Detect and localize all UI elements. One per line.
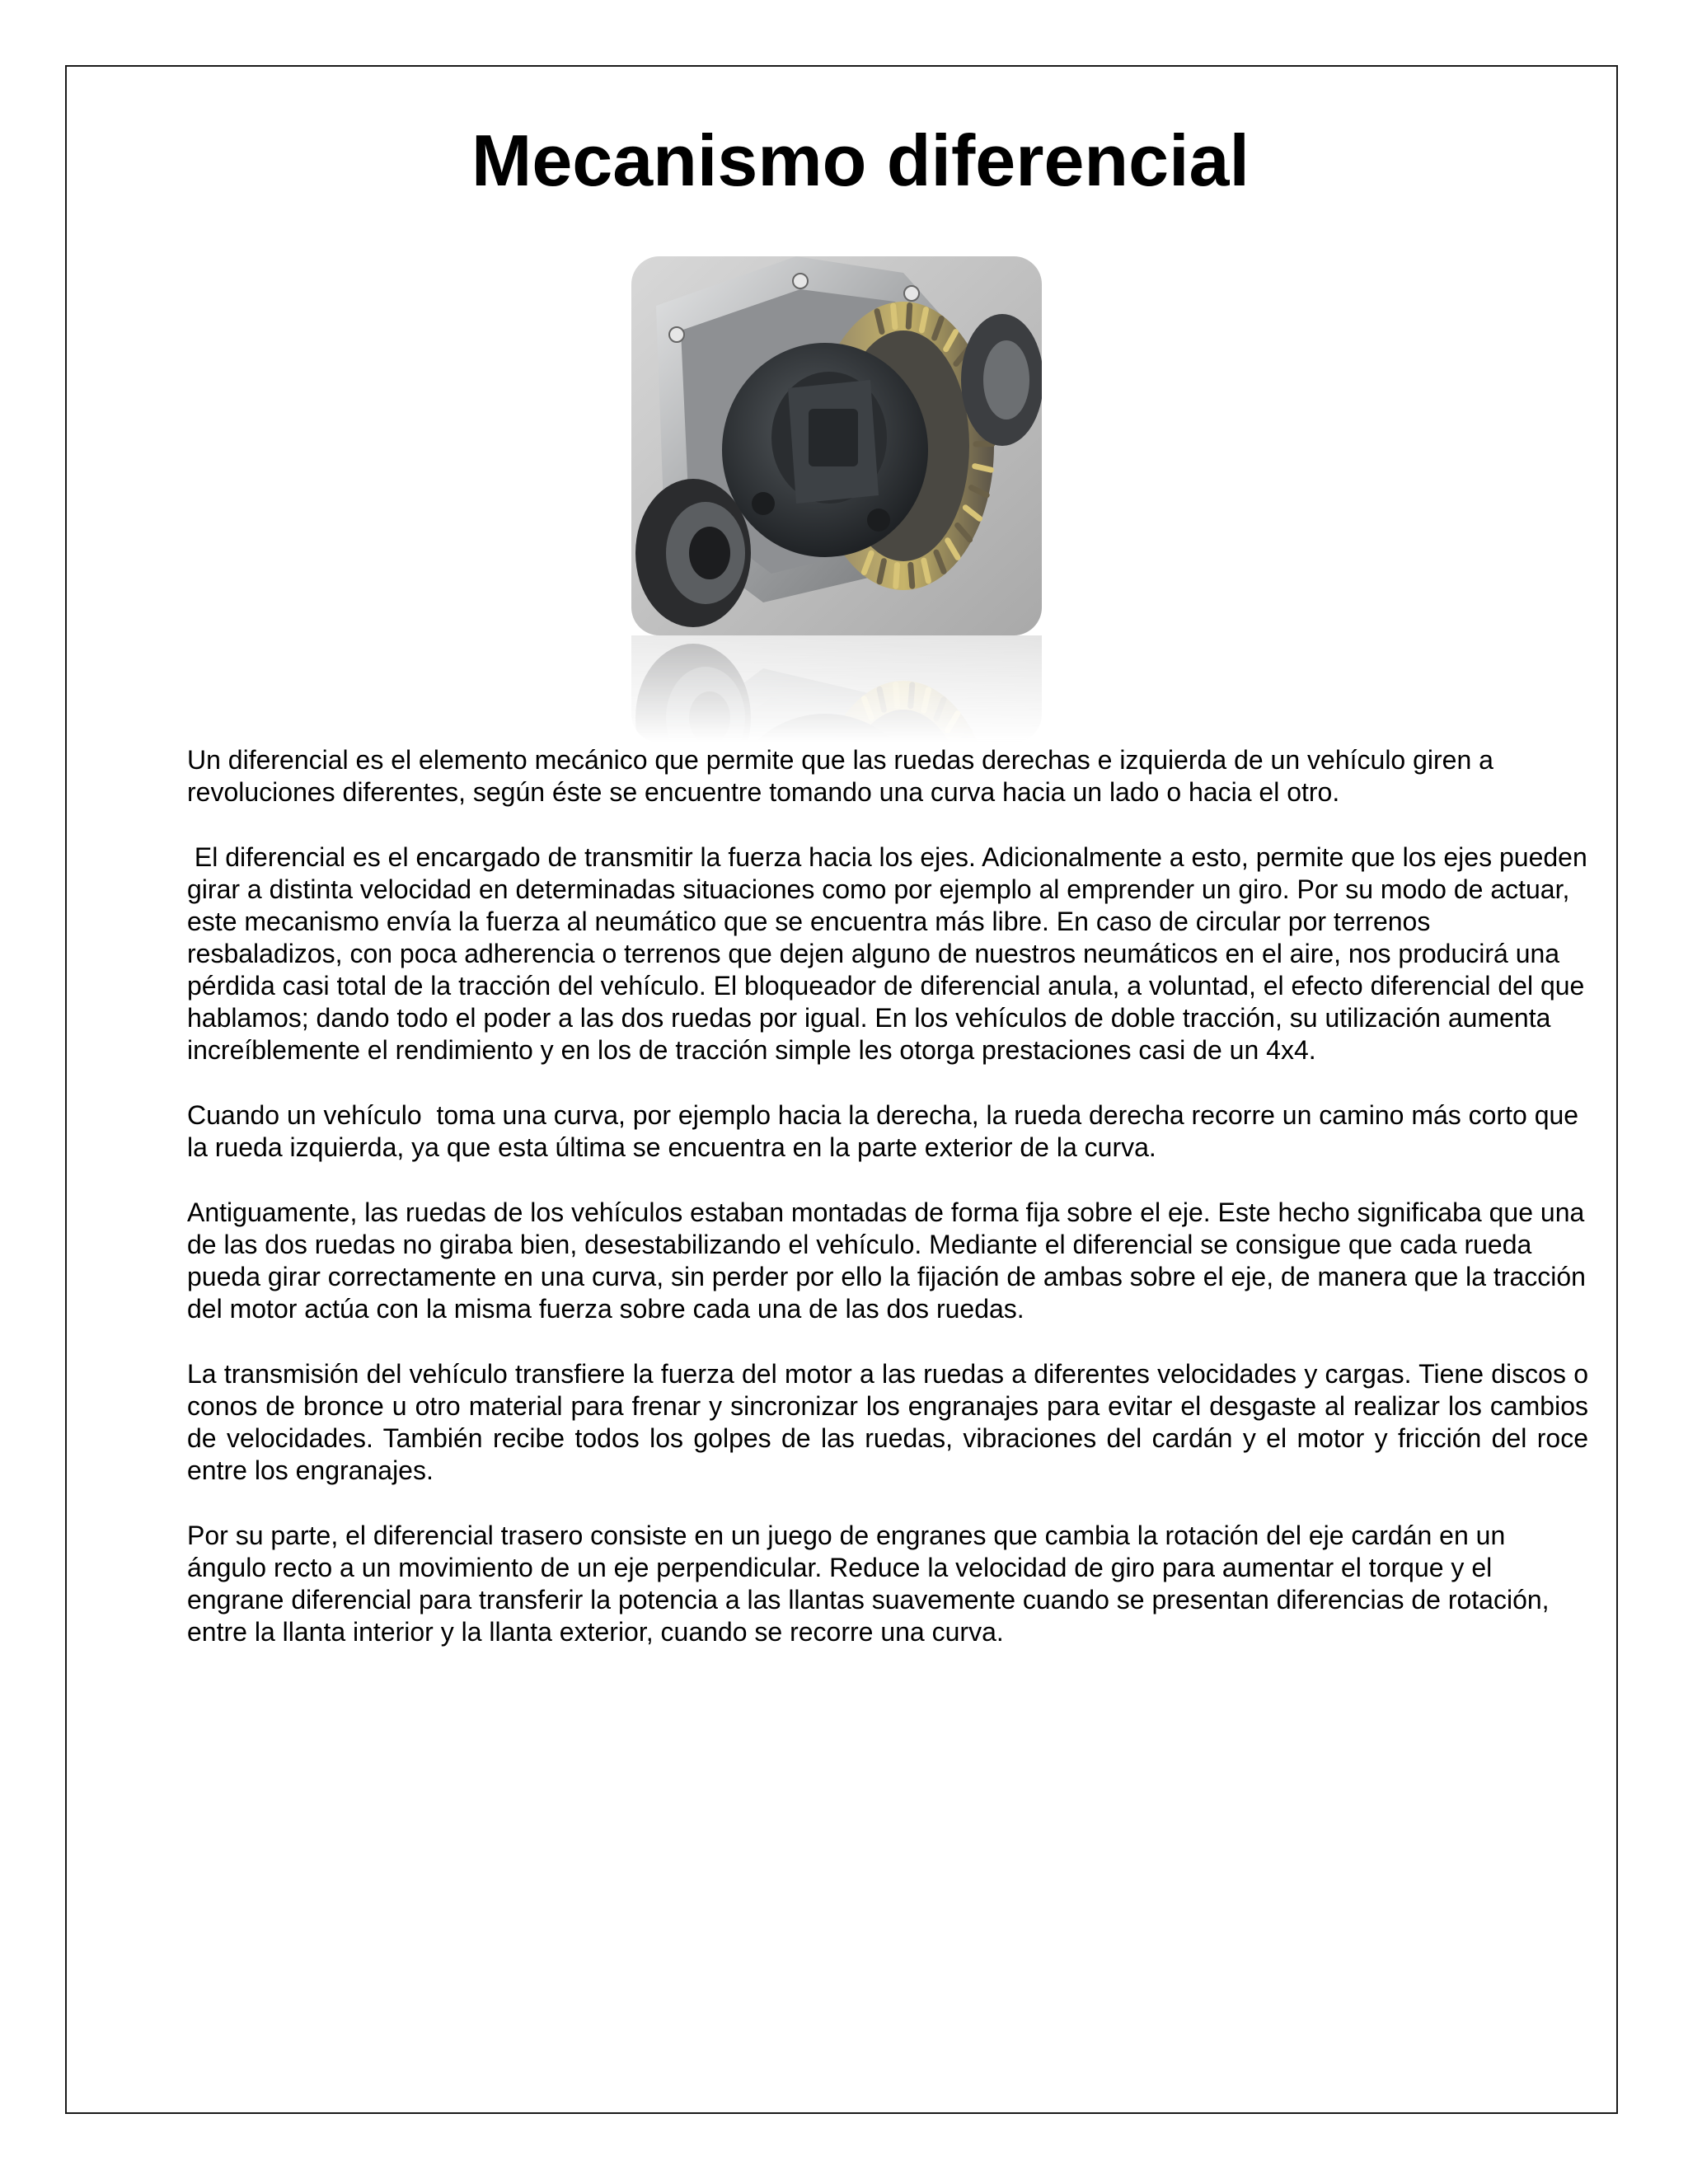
paragraph-4: Antiguamente, las ruedas de los vehículos estaban montadas de forma fija sobre el eje. Este hecho significaba que una de las dos ruedas no giraba bien, desestabilizando el vehículo. Mediante el diferencial se consigue que cada rueda pueda girar correctamente en una curva, sin perder por ello la fijación de ambas sobre el eje, de manera que la tracción del motor actúa con la misma fuerza sobre cada una de las dos ruedas.: [187, 1197, 1593, 1324]
paragraph-6: Por su parte, el diferencial trasero consiste en un juego de engranes que cambia la rotación del eje cardán en un ángulo recto a un movimiento de un eje perpendicular. Reduce la velocidad de giro para aumentar el torque y el engrane diferencial para transferir la potencia a las llantas suavemente cuando se presentan diferencias de rotación, entre la llanta interior y la llanta exterior, cuando se recorre una curva.: [187, 1521, 1557, 1647]
paragraph-5: La transmisión del vehículo transfiere la fuerza del motor a las ruedas a diferentes velocidades y cargas. Tiene discos o conos de bronce u otro material para frenar y sincronizar los engranajes para evitar el desgaste al realizar los cambios de velocidades. También recibe todos los golpes de las ruedas, vibraciones del cardán y el motor y fricción del roce entre los engranajes.: [187, 1359, 1596, 1485]
differential-gear-photo-icon: [631, 256, 1042, 635]
paragraph-1: Un diferencial es el elemento mecánico que permite que las ruedas derechas e izquierda de un vehículo giren a revoluciones diferentes, según éste se encuentre tomando una curva hacia un lado o hacia el otro.: [187, 745, 1501, 807]
paragraph-3: Cuando un vehículo toma una curva, por ejemplo hacia la derecha, la rueda derecha recorre un camino más corto que la rueda izquierda, ya que esta última se encuentra en la parte exterior de la curva.: [187, 1100, 1586, 1162]
differential-photo: [631, 256, 1042, 635]
document-body: [187, 744, 1596, 1681]
photo-reflection: [631, 635, 1042, 743]
paragraph-2: El diferencial es el encargado de transmitir la fuerza hacia los ejes. Adicionalmente a esto, permite que los ejes pueden girar a distinta velocidad en determinadas situaciones como por ejemplo al emprender un giro. Por su modo de actuar, este mecanismo envía la fuerza al neumático que se encuentra más libre. En caso de circular por terrenos resbaladizos, con poca adherencia o terrenos que dejen alguno de nuestros neumáticos en el aire, nos producirá una pérdida casi total de la tracción del vehículo. El bloqueador de diferencial anula, a voluntad, el efecto diferencial del que hablamos; dando todo el poder a las dos ruedas por igual. En los vehículos de doble tracción, su utilización aumenta increíblemente el rendimiento y en los de tracción simple les otorga prestaciones casi de un 4x4.: [187, 842, 1595, 1065]
page-title: Mecanismo diferencial: [471, 120, 1250, 201]
